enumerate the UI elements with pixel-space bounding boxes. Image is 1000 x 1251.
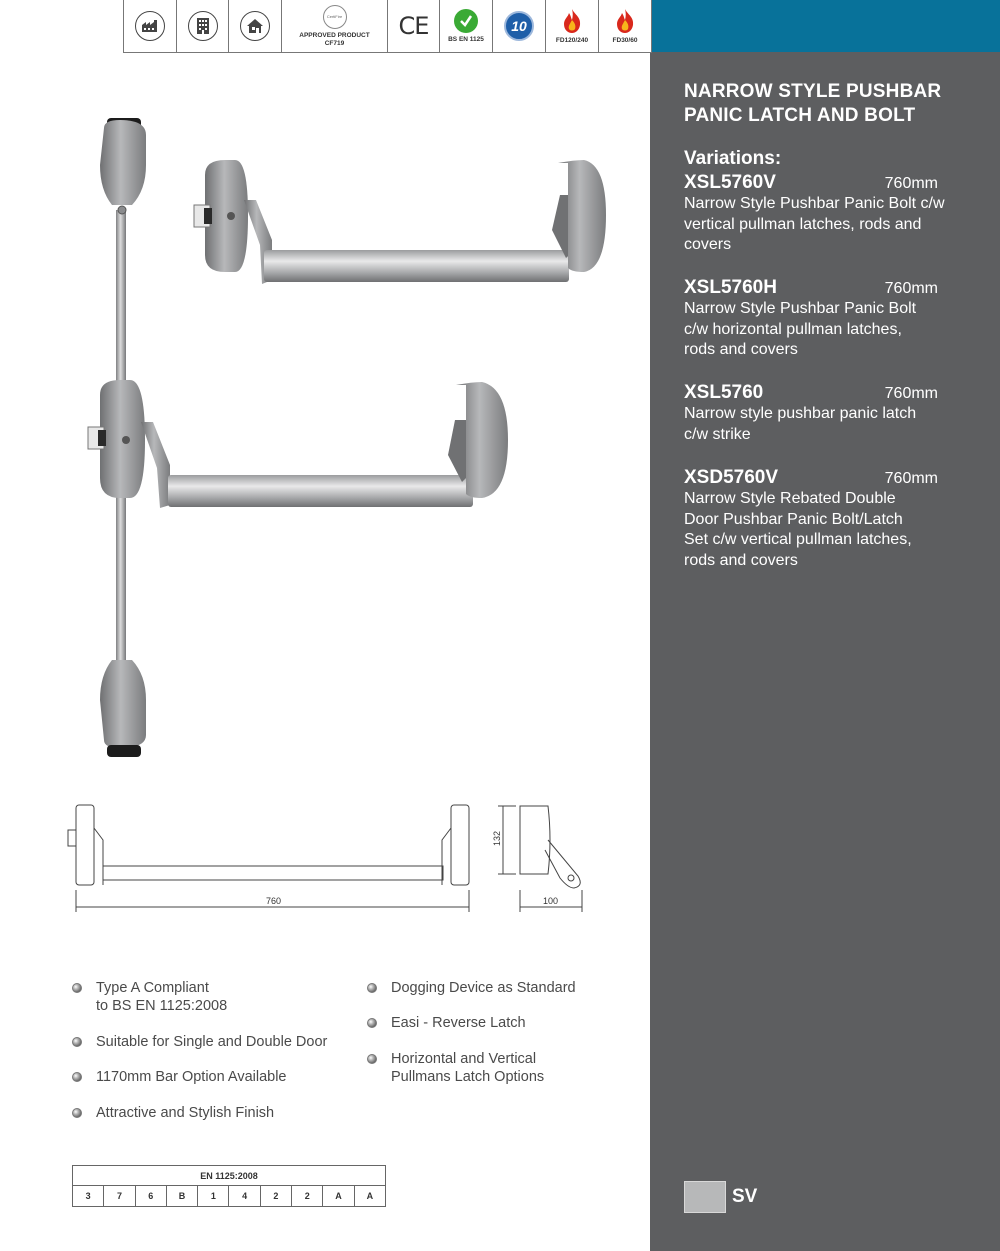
- variation-size: 760mm: [884, 385, 938, 402]
- table-cell: 2: [260, 1186, 291, 1207]
- table-cell: 2: [292, 1186, 323, 1207]
- variation-size: 760mm: [884, 470, 938, 487]
- table-header: EN 1125:2008: [73, 1166, 386, 1186]
- feature-item: Suitable for Single and Double Door: [72, 1033, 342, 1051]
- approved-label: APPROVED PRODUCT CF719: [299, 31, 370, 47]
- bottom-pullman-latch: [100, 660, 146, 757]
- product-title: NARROW STYLE PUSHBAR PANIC LATCH AND BOLT: [684, 81, 942, 126]
- bullet-icon: [72, 1037, 82, 1047]
- bullet-icon: [72, 983, 82, 993]
- table-cell: 7: [104, 1186, 135, 1207]
- guarantee-badge-icon: 10: [504, 11, 534, 41]
- variation-desc: Narrow Style Pushbar Panic Bolt c/w horizontal pullman latches, rods and covers: [684, 300, 917, 358]
- variation-desc: Narrow Style Rebated Double Door Pushbar Panic Bolt/Latch Set c/w vertical pullman latches, rods and covers: [684, 490, 912, 569]
- variation-size: 760mm: [884, 175, 938, 192]
- variation-desc: Narrow Style Pushbar Panic Bolt c/w vertical pullman latches, rods and covers: [684, 195, 945, 253]
- top-pushbar: [194, 160, 606, 284]
- feature-item: Dogging Device as Standard: [367, 979, 637, 997]
- bullet-icon: [367, 983, 377, 993]
- top-pullman-latch: [100, 118, 146, 214]
- variations-heading: Variations:: [684, 148, 782, 169]
- product-sidebar: [650, 0, 1000, 1251]
- table-cell: 3: [73, 1186, 104, 1207]
- bullet-icon: [367, 1054, 377, 1064]
- bs-label: BS EN 1125: [448, 35, 484, 43]
- height-dimension: 132: [492, 830, 502, 846]
- variation-code: XSD5760V: [684, 467, 779, 488]
- finish-swatch: [684, 1181, 726, 1213]
- feature-item: Horizontal and Vertical Pullmans Latch Options: [367, 1050, 637, 1086]
- finish-option: [684, 1181, 757, 1213]
- table-cell: 4: [229, 1186, 260, 1207]
- variation-code: XSL5760: [684, 382, 764, 403]
- certifire-logo-icon: CertiFire: [323, 5, 347, 29]
- fd-label: FD30/60: [612, 36, 638, 44]
- feature-item: Type A Compliant to BS EN 1125:2008: [72, 979, 342, 1015]
- table-cell: B: [166, 1186, 197, 1207]
- feature-item: 1170mm Bar Option Available: [72, 1068, 342, 1086]
- fd-label: FD120/240: [555, 36, 589, 44]
- variation-xsd5760v: [684, 467, 974, 571]
- table-cell: A: [354, 1186, 385, 1207]
- side-elevation-drawing: [498, 806, 582, 912]
- variation-xsl5760h: [684, 277, 974, 361]
- variation-xsl5760v: [684, 172, 974, 256]
- table-cell: 6: [135, 1186, 166, 1207]
- bottom-pushbar: [88, 380, 508, 508]
- ce-mark-icon: CE: [398, 12, 429, 40]
- feature-item: Attractive and Stylish Finish: [72, 1104, 342, 1122]
- en-classification-table: [72, 1165, 386, 1207]
- variation-code: XSL5760V: [684, 172, 776, 193]
- variation-desc: Narrow style pushbar panic latch c/w strike: [684, 405, 917, 443]
- table-cell: A: [323, 1186, 354, 1207]
- product-illustration: [0, 0, 650, 906]
- bullet-icon: [72, 1072, 82, 1082]
- variation-xsl5760: [684, 382, 974, 445]
- header-band: [650, 0, 1000, 52]
- variation-code: XSL5760H: [684, 277, 777, 298]
- bullet-icon: [367, 1018, 377, 1028]
- bullet-icon: [72, 1108, 82, 1118]
- depth-dimension: 100: [543, 896, 559, 906]
- finish-code: SV: [732, 1186, 758, 1207]
- table-cell: 1: [198, 1186, 229, 1207]
- feature-item: Easi - Reverse Latch: [367, 1014, 637, 1032]
- variation-size: 760mm: [884, 280, 938, 297]
- width-dimension: 760: [266, 896, 282, 906]
